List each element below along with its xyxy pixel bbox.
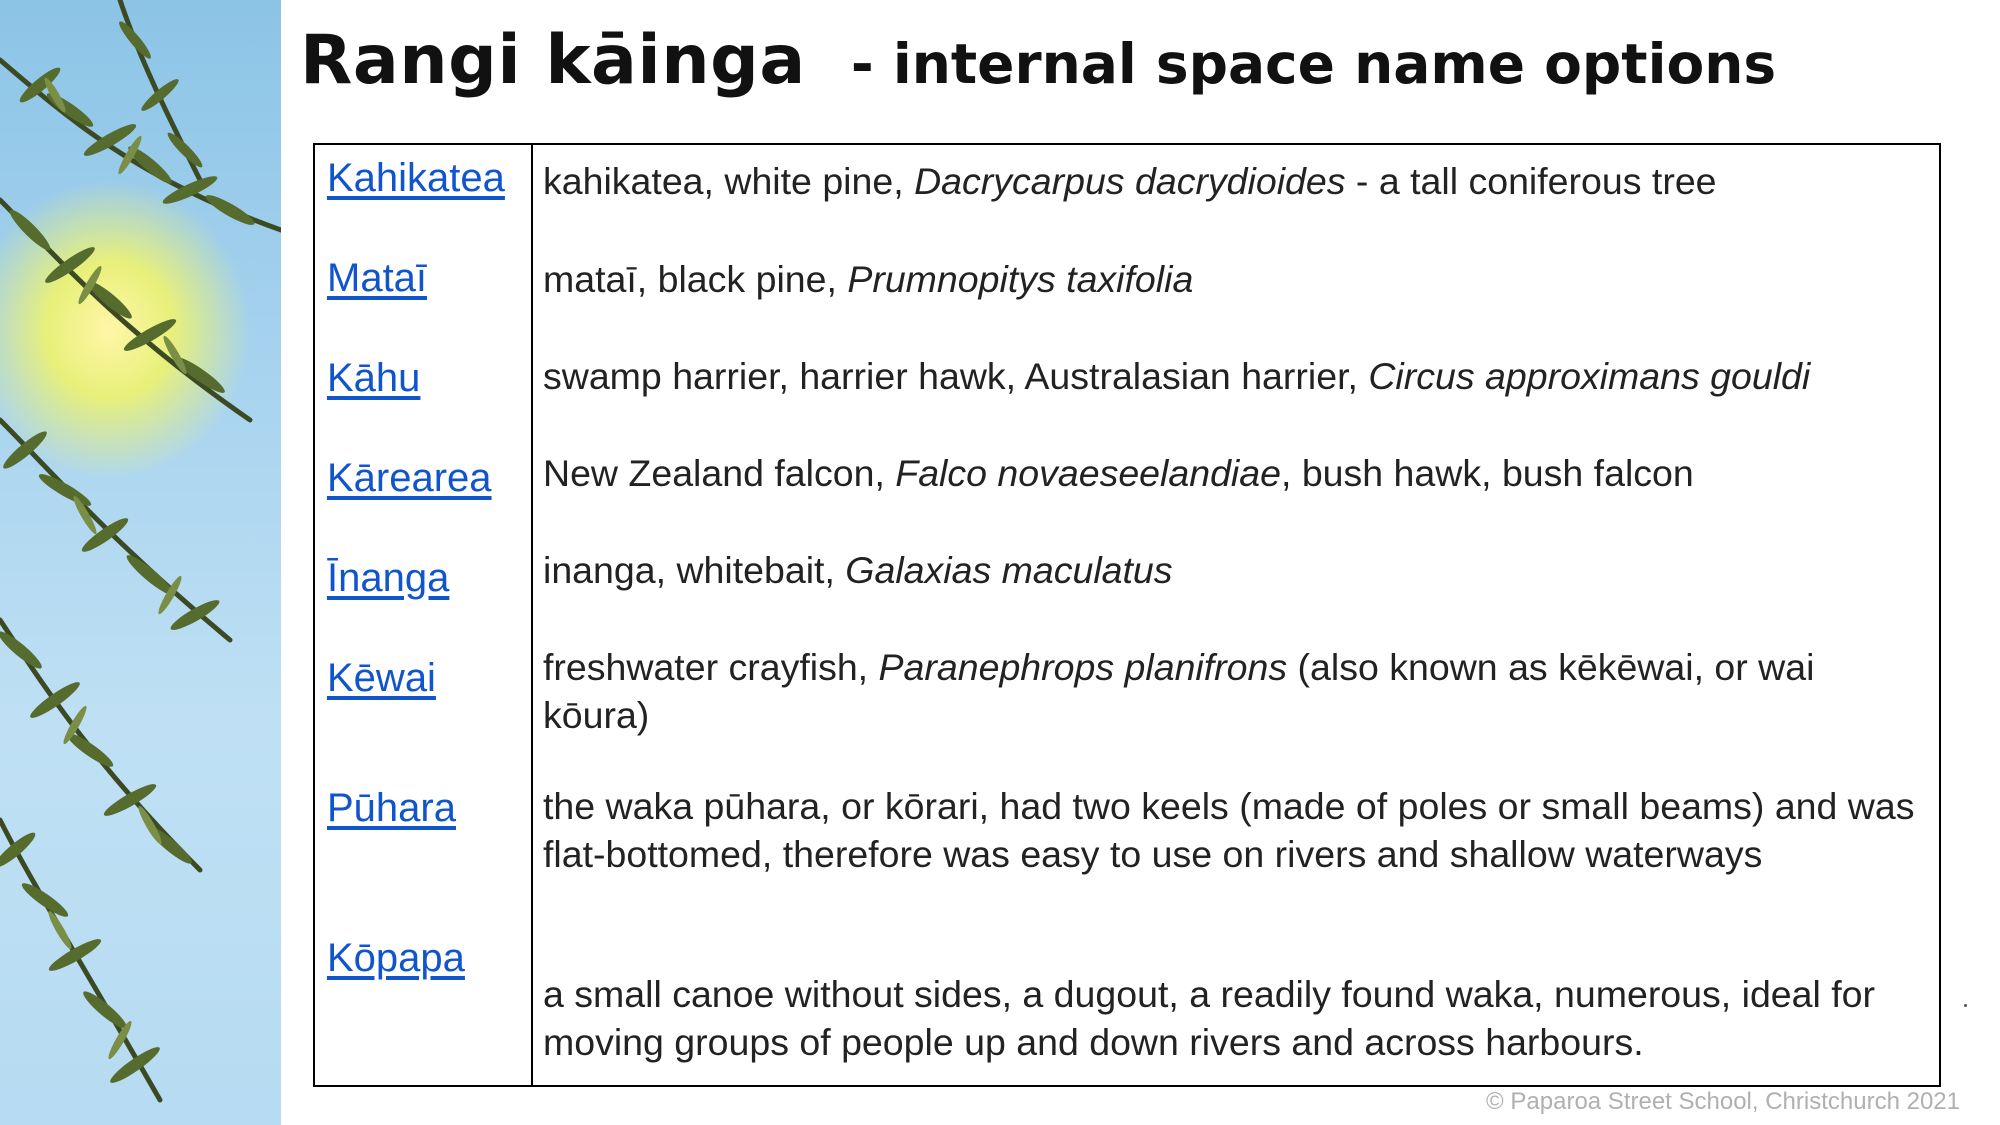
tree-branch-illustration bbox=[0, 0, 281, 1125]
description-kahu bbox=[543, 352, 1928, 400]
description-karearea bbox=[543, 449, 1928, 497]
column-divider bbox=[531, 145, 533, 1085]
name-link-kahu[interactable]: Kāhu bbox=[327, 356, 421, 400]
description-text: , bush hawk, bush falcon bbox=[1280, 452, 1694, 494]
scientific-name: Dacrycarpus dacrydioides bbox=[914, 160, 1346, 202]
name-link-matai[interactable]: Mataī bbox=[327, 256, 428, 300]
title-subtitle: - internal space name options bbox=[831, 32, 1777, 96]
description-text: freshwater crayfish, bbox=[543, 646, 879, 688]
description-text: (also known as kēkēwai, or wai kōura) bbox=[543, 646, 1815, 736]
tree-branch-image bbox=[0, 0, 281, 1125]
description-text: New Zealand falcon, bbox=[543, 452, 896, 494]
name-link-karearea[interactable]: Kārearea bbox=[327, 456, 492, 500]
page-title bbox=[300, 20, 1776, 102]
description-text: inanga, whitebait, bbox=[543, 549, 846, 591]
scientific-name: Galaxias maculatus bbox=[845, 549, 1173, 591]
description-text: a small canoe without sides, a dugout, a readily found waka, numerous, ideal for moving groups of people up and down rivers and across harbours. bbox=[543, 973, 1876, 1063]
name-link-kahikatea[interactable]: Kahikatea bbox=[327, 156, 505, 200]
name-link-kopapa[interactable]: Kōpapa bbox=[327, 936, 465, 980]
description-kahikatea bbox=[543, 157, 1928, 205]
description-matai bbox=[543, 255, 1928, 303]
description-kewai bbox=[543, 643, 1928, 739]
description-puhara bbox=[543, 782, 1928, 878]
scientific-name: Paranephrops planifrons bbox=[878, 646, 1288, 688]
name-link-puhara[interactable]: Pūhara bbox=[327, 786, 456, 830]
description-text: mataī, black pine, bbox=[543, 258, 848, 300]
stray-dot bbox=[1964, 1004, 1967, 1007]
name-link-inanga[interactable]: Īnanga bbox=[327, 556, 450, 600]
description-inanga bbox=[543, 546, 1928, 594]
name-link-kewai[interactable]: Kēwai bbox=[327, 656, 436, 700]
description-text: kahikatea, white pine, bbox=[543, 160, 915, 202]
copyright-footer: © Paparoa Street School, Christchurch 2021 bbox=[1486, 1088, 1960, 1115]
description-text: the waka pūhara, or kōrari, had two keels (made of poles or small beams) and was flat-bottomed, therefore was easy to use on rivers and shallow waterways bbox=[543, 785, 1915, 875]
scientific-name: Prumnopitys taxifolia bbox=[847, 258, 1194, 300]
scientific-name: Circus approximans gouldi bbox=[1368, 355, 1811, 397]
description-kopapa bbox=[543, 970, 1928, 1066]
names-table bbox=[313, 143, 1941, 1087]
description-text: - a tall coniferous tree bbox=[1345, 160, 1717, 202]
scientific-name: Falco novaeseelandiae bbox=[895, 452, 1281, 494]
description-text: swamp harrier, harrier hawk, Australasian harrier, bbox=[543, 355, 1369, 397]
title-main: Rangi kāinga bbox=[300, 21, 806, 100]
